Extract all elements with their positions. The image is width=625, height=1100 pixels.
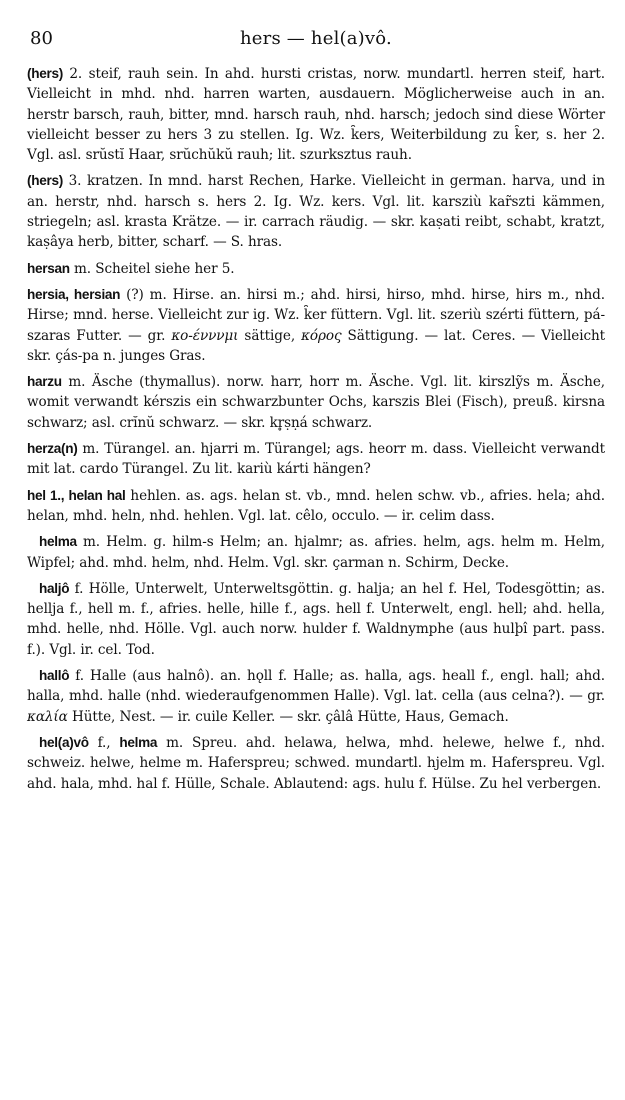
entry-helma	[27, 532, 605, 573]
entry-list	[27, 64, 605, 794]
headword: helma	[39, 534, 77, 550]
entry-text: Sättigung. — lat. Ceres. — Vielleicht skr. çás-pa n. junges Gras.	[27, 327, 605, 364]
entry-hers-3	[27, 171, 605, 252]
entry-text: f. Halle (aus halnô). an. hǫll f. Halle; as. halla, ags. heall f., engl. hall; ahd. halla, mhd. halle (nhd. wiederaufgenommen Halle). Vgl. lat. cella (aus celna?). — gr.	[27, 668, 605, 705]
entry-hersan	[27, 259, 605, 279]
entry-hersia	[27, 285, 605, 366]
greek-word: κόρος	[301, 327, 342, 344]
headword: haljô	[39, 580, 70, 596]
headword: hersia, hersian	[27, 286, 121, 302]
entry-haljo	[27, 579, 605, 660]
entry-hallo	[27, 666, 605, 727]
entry-hel-1	[27, 486, 605, 527]
headword: (hers)	[27, 173, 63, 189]
headword: hersan	[27, 260, 70, 276]
headword: hel 1., helan hal	[27, 487, 126, 503]
entry-text: f.,	[88, 734, 120, 751]
entry-text: Hütte, Nest. — ir. cuile Keller. — skr. çâlâ Hütte, Haus, Gemach.	[67, 708, 509, 725]
entry-text: sättige,	[238, 327, 302, 344]
greek-word: καλία	[27, 708, 68, 725]
entry-text: m. Türangel. an. hjarri m. Türangel; ags. heorr m. dass. Vielleicht verwandt mit lat. cardo Türangel. Zu lit. kariù kárti hängen?	[27, 441, 605, 478]
entry-herzan	[27, 439, 605, 480]
entry-text: (?) m. Hirse. an. hirsi m.; ahd. hirsi, hirso, mhd. hirse, hirs m., nhd. Hirse; mnd. herse. Vielleicht zur ig. Wz. k̑er füttern. Vgl. lit. szeriù szérti füttern, pá-szaras Futter. — gr.	[27, 286, 605, 344]
headword: harzu	[27, 374, 62, 390]
entry-text: 2. steif, rauh sein. In ahd. hursti cristas, norw. mundartl. herren steif, hart. Vielleicht in mhd. nhd. harren warten, ausdauern. Möglicherweise auch in an. herstr barsch, rauh, bitter, mnd. harsch rauh, nhd. harsch; jedoch sind diese Wörter vielleicht besser zu hers 3 zu stellen. Ig. Wz. k̑ers, Weiterbildung zu k̑er, s. her 2. Vgl. asl. srŭstĭ Haar, srŭchŭkŭ rauh; lit. szurksztus rauh.	[27, 66, 605, 164]
headword: hallô	[39, 668, 70, 684]
headword: helma	[119, 734, 158, 750]
entry-text: m. Helm. g. hilm-s Helm; an. hjalmr; as. afries. helm, ags. helm m. Helm, Wipfel; ahd. mhd. helm, nhd. Helm. Vgl. skr. çarman n. Schirm, Decke.	[27, 534, 605, 571]
entry-text: f. Hölle, Unterwelt, Unterweltsgöttin. g. halja; an hel f. Hel, Todesgöttin; as. hellja f., hell m. f., afries. helle, hille f., ags. hell f. Unterwelt, engl. hell; ahd. hella, mhd. helle, nhd. Hölle. Vgl. auch norw. hulder f. Waldnymphe (aus hulþî part. pass. f.). Vgl. ir. cel. Tod.	[27, 580, 605, 658]
greek-word: κο-ένννμι	[171, 327, 239, 344]
page-number: 80	[30, 28, 53, 49]
entry-hers-2	[27, 64, 605, 165]
entry-text: m. Spreu. ahd. helawa, helwa, mhd. helewe, helwe f., nhd. schweiz. helwe, helme m. Haferspreu; schwed. mundartl. hjelm m. Haferspreu. Vgl. ahd. hala, mhd. hal f. Hülle, Schale. Ablautend: ags. hulu f. Hülse. Zu hel verbergen.	[27, 734, 605, 792]
entry-text: 3. kratzen. In mnd. harst Rechen, Harke. Vielleicht in german. harva, und in an. herstr, nhd. harsch s. hers 2. Ig. Wz. kers. Vgl. lit. karsziù kar̃szti kämmen, striegeln; asl. krasta Krätze. — ir. carrach räudig. — skr. kaṣati reibt, schabt, kratzt, kaṣâya herb, bitter, scharf. — S. hras.	[27, 173, 605, 251]
running-head	[27, 24, 605, 54]
headword: (hers)	[27, 66, 63, 81]
entry-text: hehlen. as. ags. helan st. vb., mnd. helen schw. vb., afries. hela; ahd. helan, mhd. heln, nhd. hehlen. Vgl. lat. cêlo, occulo. — ir. celim dass.	[27, 487, 605, 524]
headword: hel(a)vô	[39, 734, 89, 750]
running-title: hers — hel(a)vô.	[240, 28, 392, 49]
entry-helavo	[27, 733, 605, 794]
headword: herza(n)	[27, 441, 78, 457]
entry-text: m. Äsche (thymallus). norw. harr, horr m. Äsche. Vgl. lit. kirszlỹs m. Äsche, womit verwandt kérszis ein schwarzbunter Ochs, karszis Blei (Fisch), preuß. kirsna schwarz; asl. crĭnŭ schwarz. — skr. kr̥ṣṇá schwarz.	[27, 374, 605, 431]
entry-harzu	[27, 372, 605, 433]
entry-text: m. Scheitel siehe her 5.	[69, 260, 235, 277]
